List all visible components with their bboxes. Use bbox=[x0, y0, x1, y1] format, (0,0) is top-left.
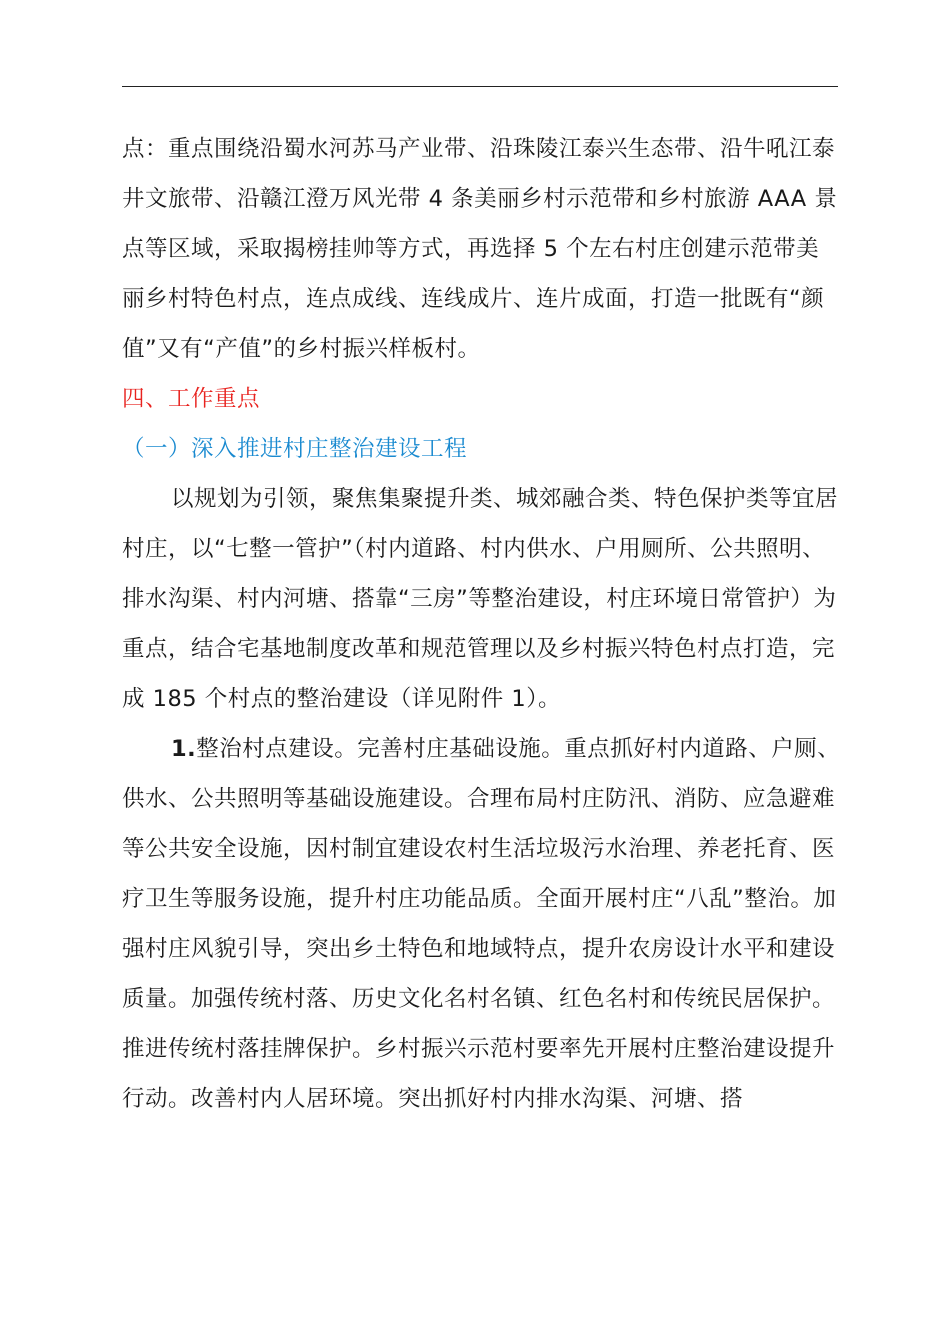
list-item-1 bbox=[122, 724, 842, 1124]
header-rule bbox=[122, 86, 838, 87]
subsection-heading: （一）深入推进村庄整治建设工程 bbox=[122, 436, 468, 462]
list-item-number: 1. bbox=[171, 736, 197, 762]
document-body bbox=[122, 124, 842, 1124]
section-heading: 四、工作重点 bbox=[122, 386, 261, 412]
list-item-text: 整治村点建设。完善村庄基础设施。重点抓好村内道路、户厕、供水、公共照明等基础设施建设。合理布局村庄防汛、消防、应急避难等公共安全设施，因村制宜建设农村生活垃圾污水治理、养老托育、医疗卫生等服务设施，提升村庄功能品质。全面开展村庄“八乱”整治。加强村庄风貌引导，突出乡土特色和地域特点，提升农房设计水平和建设质量。加强传统村落、历史文化名村名镇、红色名村和传统民居保护。推进传统村落挂牌保护。乡村振兴示范村要率先开展村庄整治建设提升行动。改善村内人居环境。突出抓好村内排水沟渠、河塘、搭 bbox=[122, 736, 841, 1112]
paragraph-intro: 以规划为引领，聚焦集聚提升类、城郊融合类、特色保护类等宜居村庄，以“七整一管护”（村内道路、村内供水、户用厕所、公共照明、排水沟渠、村内河塘、搭靠“三房”等整治建设，村庄环境日常管护）为重点，结合宅基地制度改革和规范管理以及乡村振兴特色村点打造，完成 185 个村点的整治建设（详见附件 1）。 bbox=[122, 486, 839, 712]
paragraph-continued: 点：重点围绕沿蜀水河苏马产业带、沿珠陵江泰兴生态带、沿牛吼江泰井文旅带、沿赣江澄万风光带 4 条美丽乡村示范带和乡村旅游 AAA 景点等区域，采取揭榜挂帅等方式，再选择 5 个左右村庄创建示范带美丽乡村特色村点，连点成线、连线成片、连片成面，打造一批既有“颜值”又有“产值”的乡村振兴样板村。 bbox=[122, 136, 838, 362]
